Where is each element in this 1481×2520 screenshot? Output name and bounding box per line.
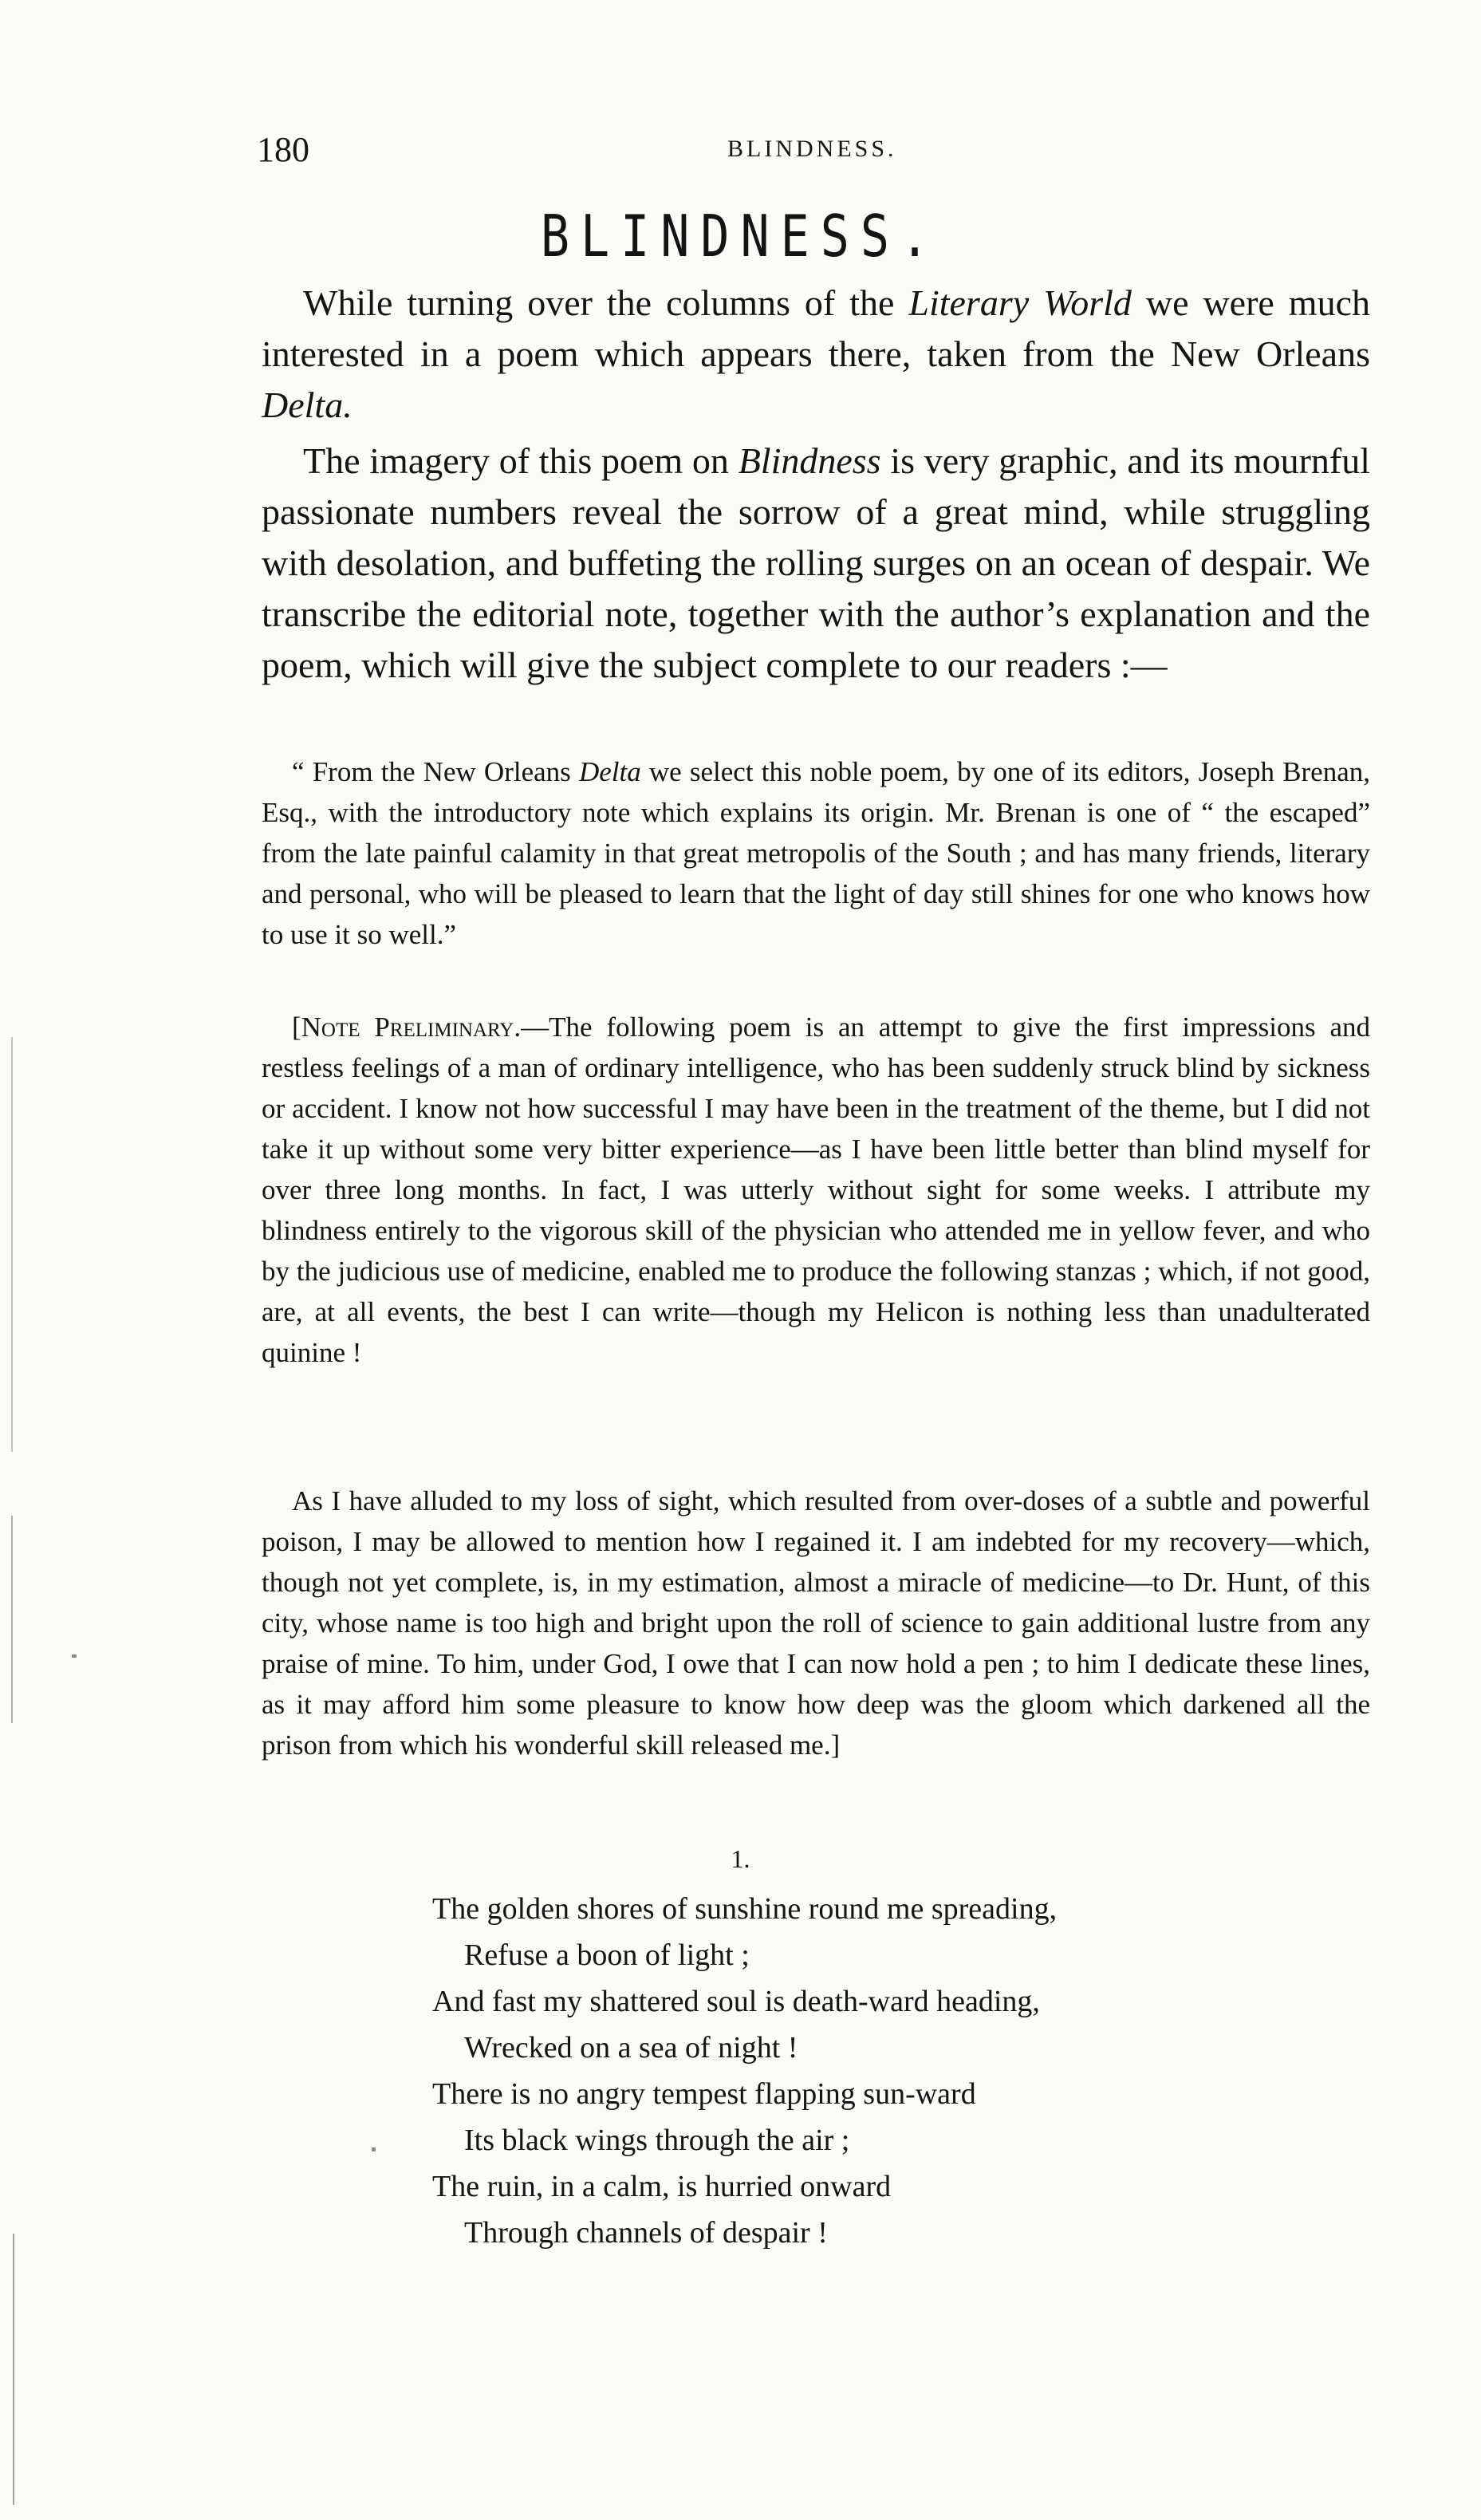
italic-title: Delta bbox=[578, 756, 641, 787]
text-run: [ bbox=[292, 1012, 301, 1043]
author-note bbox=[262, 1007, 1370, 1373]
scan-speck bbox=[72, 1654, 77, 1658]
note-heading: Note Preliminary. bbox=[301, 1012, 522, 1043]
text-run: While turning over the columns of the bbox=[303, 282, 909, 323]
verse-line: Its black wings through the air ; bbox=[464, 2124, 850, 2157]
article-title: BLINDNESS. bbox=[540, 203, 941, 270]
running-head bbox=[257, 129, 1373, 177]
text-run: As I have alluded to my loss of sight, which resulted from over-doses of a subtle and powerful poison, I may be allowed to mention how I regained it. I am indebted for my recovery—which, though not yet complete, is, in my estimation, almost a miracle of medicine—to Dr. Hunt, of this city, whose name is too high and bright upon the roll of science to gain additional lustre from any praise of mine. To him, under God, I owe that I can now hold a pen ; to him I dedicate these lines, as it may afford him some pleasure to know how deep was the gloom which darkened all the prison from which his wonderful skill released me.] bbox=[262, 1485, 1370, 1761]
verse-line: And fast my shattered soul is death-ward heading, bbox=[432, 1985, 1040, 2018]
text-run: is very graphic, and its mournful passionate numbers reveal the sorrow of a great mind, while struggling with desolation, and buffeting the rolling surges on an ocean of despair. We transcribe the editorial note, together with the author’s explanation and the poem, which will give the subject complete to our readers :— bbox=[262, 440, 1370, 685]
editorial-quote bbox=[262, 751, 1370, 955]
verse-line: Through channels of despair ! bbox=[464, 2216, 828, 2250]
verse-line: Refuse a boon of light ; bbox=[464, 1938, 750, 1972]
scan-edge-mark bbox=[13, 2234, 14, 2505]
author-note-continued bbox=[262, 1481, 1370, 1765]
scan-edge-mark bbox=[11, 1037, 13, 1452]
text-run: we were much interested in a poem which appears there, taken from the New Orleans bbox=[262, 282, 1370, 374]
verse-line: There is no angry tempest flapping sun-ward bbox=[432, 2077, 976, 2111]
verse-line: Wrecked on a sea of night ! bbox=[464, 2031, 798, 2065]
verse-line: The ruin, in a calm, is hurried onward bbox=[432, 2170, 892, 2203]
text-run: “ From the New Orleans bbox=[292, 756, 579, 787]
text-run: The imagery of this poem on bbox=[303, 440, 739, 481]
running-title: BLINDNESS. bbox=[727, 136, 897, 162]
italic-title: Delta. bbox=[262, 385, 353, 425]
scan-speck bbox=[372, 2147, 376, 2151]
scan-edge-mark bbox=[11, 1516, 13, 1723]
text-run: —The following poem is an attempt to give the first impressions and restless feelings of a man of ordinary intelligence, who has been suddenly struck blind by sickness or accident. I know not how successful I may have been in the treatment of the theme, but I did not take it up without some very bitter experience—as I have been little better than blind myself for over three long months. In fact, I was utterly without sight for some weeks. I attribute my blindness entirely to the vigorous skill of the physician who attended me in yellow fever, and who by the judicious use of medicine, enabled me to produce the following stanzas ; which, if not good, are, at all events, the best I can write—though my Helicon is nothing less than unadulterated quinine ! bbox=[262, 1012, 1370, 1368]
intro-paragraph-1 bbox=[262, 278, 1370, 431]
intro-paragraph-2 bbox=[262, 436, 1370, 691]
italic-title: Literary World bbox=[908, 282, 1132, 323]
poem-stanza bbox=[432, 1886, 1389, 2256]
stanza-number: 1. bbox=[731, 1844, 750, 1873]
page-number: 180 bbox=[257, 130, 309, 169]
text-run: we select this noble poem, by one of its editors, Joseph Brenan, Esq., with the introductory note which explains its origin. Mr. Brenan is one of “ the escaped” from the late painful calamity in that great metropolis of the South ; and has many friends, literary and personal, who will be pleased to learn that the light of day still shines for one who knows how to use it so well.” bbox=[262, 756, 1370, 950]
verse-line: The golden shores of sunshine round me spreading, bbox=[432, 1892, 1058, 1926]
italic-title: Blindness bbox=[738, 440, 881, 481]
